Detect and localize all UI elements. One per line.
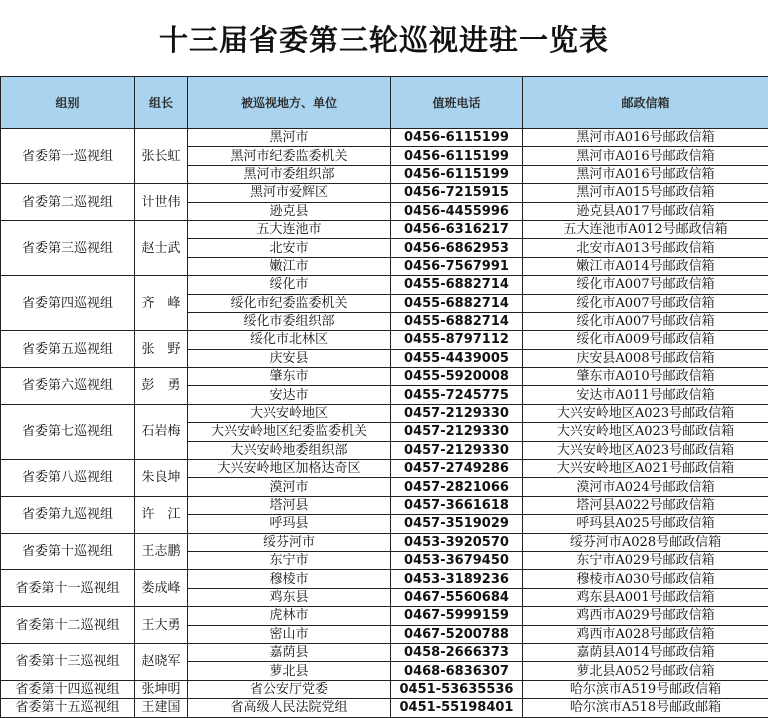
- table-row: [1, 680, 768, 698]
- phone-cell: 0467-5560684: [391, 588, 523, 606]
- mailbox-cell: 萝北县A052号邮政信箱: [523, 662, 768, 680]
- phone-cell: 0456-6115199: [391, 129, 523, 147]
- phone-cell: 0457-2129330: [391, 441, 523, 459]
- mailbox-cell: 绥化市A007号邮政信箱: [523, 276, 768, 294]
- group-name-cell: 省委第三巡视组: [1, 220, 135, 275]
- mailbox-cell: 黑河市A016号邮政信箱: [523, 129, 768, 147]
- phone-cell: 0457-2821066: [391, 478, 523, 496]
- phone-cell: 0455-6882714: [391, 276, 523, 294]
- table-row: [1, 460, 768, 478]
- table-row: [1, 220, 768, 238]
- unit-cell: 穆棱市: [188, 570, 391, 588]
- phone-cell: 0455-6882714: [391, 312, 523, 330]
- mailbox-cell: 逊克县A017号邮政信箱: [523, 202, 768, 220]
- group-name-cell: 省委第四巡视组: [1, 276, 135, 331]
- table-row: [1, 607, 768, 625]
- mailbox-cell: 黑河市A016号邮政信箱: [523, 165, 768, 183]
- header-phone: 值班电话: [391, 77, 523, 129]
- unit-cell: 绥化市北林区: [188, 331, 391, 349]
- mailbox-cell: 呼玛县A025号邮政信箱: [523, 515, 768, 533]
- unit-cell: 安达市: [188, 386, 391, 404]
- mailbox-cell: 安达市A011号邮政信箱: [523, 386, 768, 404]
- phone-cell: 0458-2666373: [391, 643, 523, 661]
- table-row: [1, 643, 768, 661]
- unit-cell: 绥化市委组织部: [188, 312, 391, 330]
- group-leader-cell: 张长虹: [135, 129, 188, 184]
- mailbox-cell: 漠河市A024号邮政信箱: [523, 478, 768, 496]
- group-leader-cell: 王建国: [135, 699, 188, 717]
- group-name-cell: 省委第五巡视组: [1, 331, 135, 368]
- header-leader: 组长: [135, 77, 188, 129]
- group-leader-cell: 娄成峰: [135, 570, 188, 607]
- mailbox-cell: 大兴安岭地区A023号邮政信箱: [523, 441, 768, 459]
- phone-cell: 0451-55198401: [391, 699, 523, 717]
- unit-cell: 肇东市: [188, 368, 391, 386]
- unit-cell: 大兴安岭地区纪委监委机关: [188, 423, 391, 441]
- unit-cell: 呼玛县: [188, 515, 391, 533]
- unit-cell: 庆安县: [188, 349, 391, 367]
- phone-cell: 0467-5200788: [391, 625, 523, 643]
- header-group: 组别: [1, 77, 135, 129]
- mailbox-cell: 穆棱市A030号邮政信箱: [523, 570, 768, 588]
- mailbox-cell: 黑河市A016号邮政信箱: [523, 147, 768, 165]
- group-leader-cell: 彭 勇: [135, 368, 188, 405]
- group-name-cell: 省委第十三巡视组: [1, 643, 135, 680]
- phone-cell: 0455-8797112: [391, 331, 523, 349]
- group-leader-cell: 王志鹏: [135, 533, 188, 570]
- mailbox-cell: 哈尔滨市A519号邮政信箱: [523, 680, 768, 698]
- phone-cell: 0453-3679450: [391, 551, 523, 569]
- phone-cell: 0456-4455996: [391, 202, 523, 220]
- unit-cell: 大兴安岭地委组织部: [188, 441, 391, 459]
- group-name-cell: 省委第十巡视组: [1, 533, 135, 570]
- unit-cell: 塔河县: [188, 496, 391, 514]
- phone-cell: 0456-6115199: [391, 165, 523, 183]
- table-row: [1, 331, 768, 349]
- mailbox-cell: 嫩江市A014号邮政信箱: [523, 257, 768, 275]
- phone-cell: 0456-7215915: [391, 184, 523, 202]
- unit-cell: 黑河市委组织部: [188, 165, 391, 183]
- phone-cell: 0456-6316217: [391, 220, 523, 238]
- mailbox-cell: 东宁市A029号邮政信箱: [523, 551, 768, 569]
- mailbox-cell: 北安市A013号邮政信箱: [523, 239, 768, 257]
- phone-cell: 0457-3661618: [391, 496, 523, 514]
- mailbox-cell: 绥化市A007号邮政信箱: [523, 294, 768, 312]
- mailbox-cell: 鸡西市A029号邮政信箱: [523, 607, 768, 625]
- phone-cell: 0457-2749286: [391, 460, 523, 478]
- table-row: [1, 276, 768, 294]
- mailbox-cell: 绥化市A007号邮政信箱: [523, 312, 768, 330]
- table-row: [1, 184, 768, 202]
- phone-cell: 0453-3920570: [391, 533, 523, 551]
- phone-cell: 0455-4439005: [391, 349, 523, 367]
- mailbox-cell: 塔河县A022号邮政信箱: [523, 496, 768, 514]
- group-name-cell: 省委第八巡视组: [1, 460, 135, 497]
- group-name-cell: 省委第六巡视组: [1, 368, 135, 405]
- phone-cell: 0453-3189236: [391, 570, 523, 588]
- unit-cell: 漠河市: [188, 478, 391, 496]
- group-name-cell: 省委第一巡视组: [1, 129, 135, 184]
- phone-cell: 0456-6862953: [391, 239, 523, 257]
- phone-cell: 0457-2129330: [391, 423, 523, 441]
- group-name-cell: 省委第十四巡视组: [1, 680, 135, 698]
- unit-cell: 逊克县: [188, 202, 391, 220]
- phone-cell: 0455-7245775: [391, 386, 523, 404]
- table-header-row: [1, 77, 768, 129]
- mailbox-cell: 鸡西市A028号邮政信箱: [523, 625, 768, 643]
- mailbox-cell: 庆安县A008号邮政信箱: [523, 349, 768, 367]
- group-name-cell: 省委第十二巡视组: [1, 607, 135, 644]
- group-name-cell: 省委第七巡视组: [1, 404, 135, 459]
- group-name-cell: 省委第十五巡视组: [1, 699, 135, 717]
- mailbox-cell: 鸡东县A001号邮政信箱: [523, 588, 768, 606]
- unit-cell: 黑河市纪委监委机关: [188, 147, 391, 165]
- group-name-cell: 省委第十一巡视组: [1, 570, 135, 607]
- mailbox-cell: 大兴安岭地区A023号邮政信箱: [523, 404, 768, 422]
- unit-cell: 萝北县: [188, 662, 391, 680]
- table-row: [1, 570, 768, 588]
- unit-cell: 嫩江市: [188, 257, 391, 275]
- mailbox-cell: 五大连池市A012号邮政信箱: [523, 220, 768, 238]
- mailbox-cell: 黑河市A015号邮政信箱: [523, 184, 768, 202]
- unit-cell: 大兴安岭地区加格达奇区: [188, 460, 391, 478]
- table-row: [1, 368, 768, 386]
- mailbox-cell: 大兴安岭地区A021号邮政信箱: [523, 460, 768, 478]
- group-leader-cell: 张坤明: [135, 680, 188, 698]
- phone-cell: 0457-2129330: [391, 404, 523, 422]
- mailbox-cell: 绥化市A009号邮政信箱: [523, 331, 768, 349]
- phone-cell: 0456-7567991: [391, 257, 523, 275]
- phone-cell: 0457-3519029: [391, 515, 523, 533]
- group-leader-cell: 计世伟: [135, 184, 188, 221]
- group-leader-cell: 许 江: [135, 496, 188, 533]
- unit-cell: 绥化市纪委监委机关: [188, 294, 391, 312]
- unit-cell: 省公安厅党委: [188, 680, 391, 698]
- unit-cell: 五大连池市: [188, 220, 391, 238]
- unit-cell: 黑河市爱辉区: [188, 184, 391, 202]
- phone-cell: 0467-5999159: [391, 607, 523, 625]
- inspection-table: [0, 76, 768, 718]
- unit-cell: 省高级人民法院党组: [188, 699, 391, 717]
- mailbox-cell: 大兴安岭地区A023号邮政信箱: [523, 423, 768, 441]
- page-title: 十三届省委第三轮巡视进驻一览表: [158, 22, 609, 57]
- group-name-cell: 省委第二巡视组: [1, 184, 135, 221]
- unit-cell: 密山市: [188, 625, 391, 643]
- table-row: [1, 404, 768, 422]
- group-leader-cell: 赵士武: [135, 220, 188, 275]
- mailbox-cell: 嘉荫县A014号邮政信箱: [523, 643, 768, 661]
- group-leader-cell: 齐 峰: [135, 276, 188, 331]
- phone-cell: 0456-6115199: [391, 147, 523, 165]
- group-leader-cell: 张 野: [135, 331, 188, 368]
- phone-cell: 0455-5920008: [391, 368, 523, 386]
- table-row: [1, 533, 768, 551]
- phone-cell: 0451-53635536: [391, 680, 523, 698]
- mailbox-cell: 哈尔滨市A518号邮政邮箱: [523, 699, 768, 717]
- unit-cell: 绥化市: [188, 276, 391, 294]
- group-leader-cell: 赵晓军: [135, 643, 188, 680]
- mailbox-cell: 肇东市A010号邮政信箱: [523, 368, 768, 386]
- unit-cell: 大兴安岭地区: [188, 404, 391, 422]
- table-row: [1, 699, 768, 717]
- table-row: [1, 129, 768, 147]
- header-unit: 被巡视地方、单位: [188, 77, 391, 129]
- unit-cell: 绥芬河市: [188, 533, 391, 551]
- header-mailbox: 邮政信箱: [523, 77, 768, 129]
- unit-cell: 北安市: [188, 239, 391, 257]
- unit-cell: 东宁市: [188, 551, 391, 569]
- unit-cell: 虎林市: [188, 607, 391, 625]
- unit-cell: 黑河市: [188, 129, 391, 147]
- group-leader-cell: 朱良坤: [135, 460, 188, 497]
- mailbox-cell: 绥芬河市A028号邮政信箱: [523, 533, 768, 551]
- group-name-cell: 省委第九巡视组: [1, 496, 135, 533]
- table-row: [1, 496, 768, 514]
- group-leader-cell: 王大勇: [135, 607, 188, 644]
- group-leader-cell: 石岩梅: [135, 404, 188, 459]
- table-body: [1, 129, 768, 718]
- unit-cell: 鸡东县: [188, 588, 391, 606]
- phone-cell: 0455-6882714: [391, 294, 523, 312]
- phone-cell: 0468-6836307: [391, 662, 523, 680]
- unit-cell: 嘉荫县: [188, 643, 391, 661]
